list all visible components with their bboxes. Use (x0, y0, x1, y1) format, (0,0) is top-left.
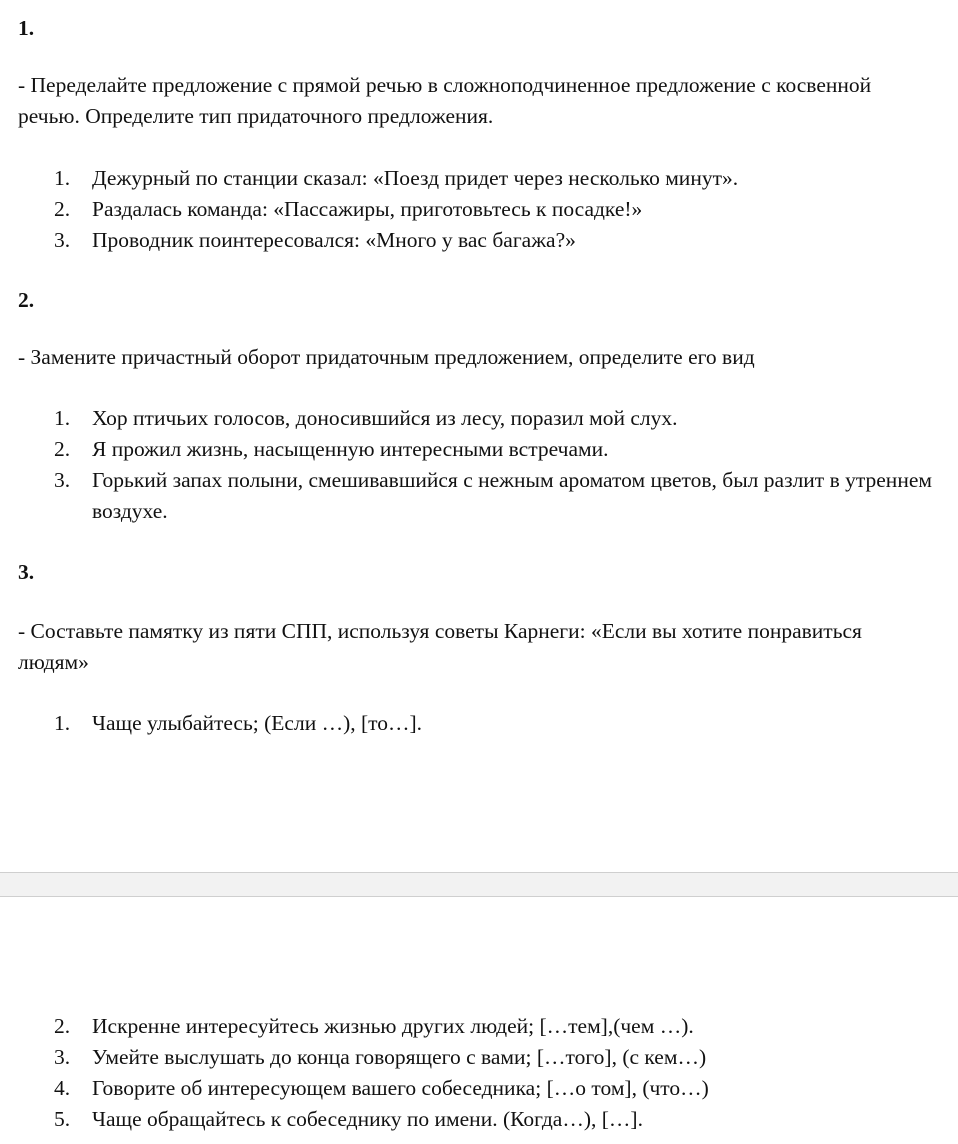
list-marker: 2. (54, 197, 71, 221)
task-2-instruction: - Замените причастный оборот придаточным предложением, определите его вид (18, 345, 755, 369)
list-item-text: Я прожил жизнь, насыщенную интересными встречами. (92, 437, 609, 461)
list-item-text: Чаще обращайтесь к собеседнику по имени. (Когда…), […]. (92, 1107, 643, 1131)
list-item (0, 1073, 958, 1104)
list-item (0, 1104, 958, 1135)
list-item (0, 1042, 958, 1073)
list-marker: 3. (54, 228, 71, 252)
list-marker: 1. (54, 406, 71, 430)
list-item-text: Проводник поинтересовался: «Много у вас багажа?» (92, 228, 576, 252)
task-3-number: 3. (18, 560, 35, 584)
list-marker: 1. (54, 711, 71, 735)
list-item-text: Умейте выслушать до конца говорящего с вами; […того], (с кем…) (92, 1045, 707, 1069)
list-marker: 3. (54, 468, 71, 492)
list-item (0, 1011, 958, 1042)
task-3-instruction: - Составьте памятку из пяти СПП, используя советы Карнеги: «Если вы хотите понравиться людям» (18, 619, 862, 674)
document-page-bottom (0, 897, 958, 1144)
task-2-number: 2. (18, 288, 35, 312)
list-item-text: Искренне интересуйтесь жизнью других людей; […тем],(чем …). (92, 1014, 694, 1038)
list-item-text: Чаще улыбайтесь; (Если …), [то…]. (92, 711, 423, 735)
list-item-text: Дежурный по станции сказал: «Поезд придет через несколько минут». (92, 166, 739, 190)
list-item-text: Говорите об интересующем вашего собеседника; […о том], (что…) (92, 1076, 709, 1100)
list-item (0, 194, 958, 225)
list-marker: 3. (54, 1045, 71, 1069)
task-1-list (0, 163, 958, 256)
list-item (0, 434, 958, 465)
task-3-list-continued (0, 1011, 958, 1135)
list-marker: 4. (54, 1076, 71, 1100)
list-marker: 2. (54, 437, 71, 461)
list-item (0, 163, 958, 194)
page-separator (0, 872, 958, 897)
list-item (0, 403, 958, 434)
list-marker: 5. (54, 1107, 71, 1131)
list-item-text: Горький запах полыни, смешивавшийся с нежным ароматом цветов, был разлит в утреннем воздухе. (92, 468, 932, 523)
task-3-list (0, 708, 958, 739)
task-2-list (0, 403, 958, 527)
list-marker: 2. (54, 1014, 71, 1038)
list-item-text: Хор птичьих голосов, доносившийся из лесу, поразил мой слух. (92, 406, 678, 430)
list-item (0, 708, 958, 739)
task-1-instruction: - Переделайте предложение с прямой речью в сложноподчиненное предложение с косвенной речью. Определите тип придаточного предложения. (18, 73, 872, 128)
list-item (0, 465, 958, 527)
list-marker: 1. (54, 166, 71, 190)
task-1-number: 1. (18, 16, 35, 40)
list-item-text: Раздалась команда: «Пассажиры, приготовьтесь к посадке!» (92, 197, 643, 221)
list-item (0, 225, 958, 256)
